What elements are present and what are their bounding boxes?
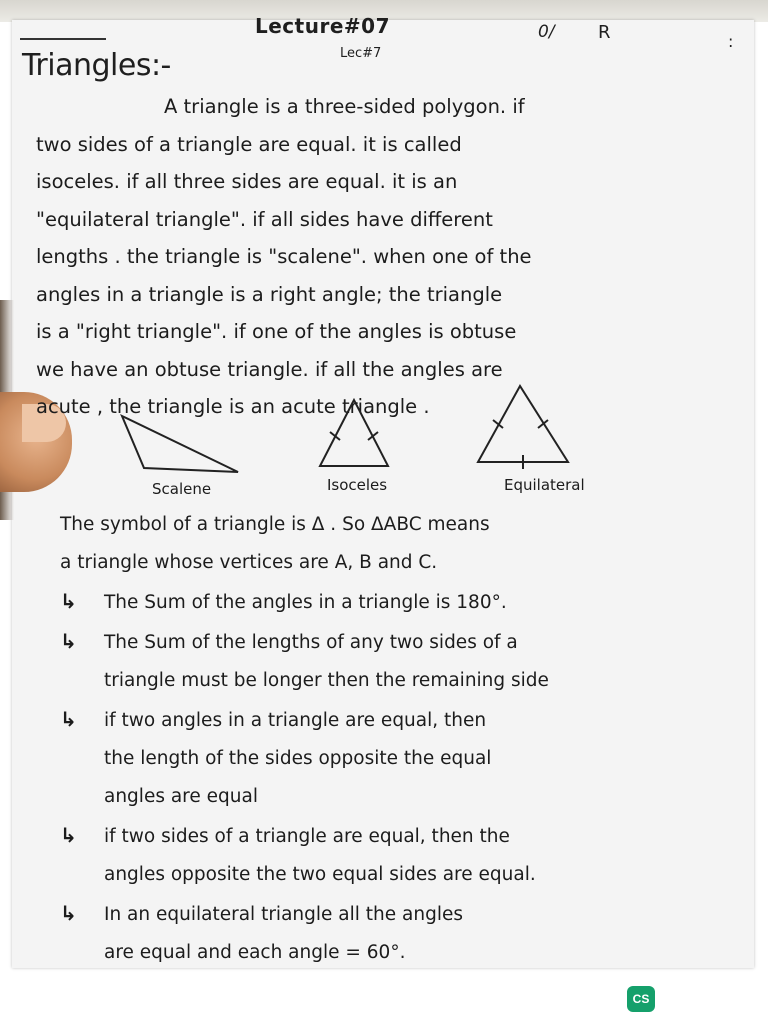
symbol-line: The symbol of a triangle is Δ . So ΔABC means bbox=[60, 514, 490, 535]
scalene-label: Scalene bbox=[152, 480, 212, 498]
arrow-icon: ↳ bbox=[60, 589, 77, 613]
property-bullet: ↳ In an equilateral triangle all the angles bbox=[60, 894, 720, 934]
paragraph-line: "equilateral triangle". if all sides have different bbox=[36, 207, 493, 231]
camscanner-logo-icon: CS bbox=[627, 986, 655, 1012]
paragraph-line: isoceles. if all three sides are equal. it is an bbox=[36, 170, 458, 193]
arrow-icon: ↳ bbox=[60, 707, 77, 731]
equilateral-label: Equilateral bbox=[504, 476, 585, 494]
paragraph-line: acute , the triangle is an acute triangle . bbox=[36, 395, 430, 418]
paragraph-line: two sides of a triangle are equal. it is called bbox=[36, 132, 462, 156]
paragraph-line: is a "right triangle". if one of the angles is obtuse bbox=[36, 320, 517, 343]
property-bullet: ↳ if two angles in a triangle are equal, then bbox=[60, 700, 720, 740]
paragraph-line: lengths . the triangle is "scalene". when one of the bbox=[36, 245, 532, 268]
scalene-triangle bbox=[122, 416, 238, 472]
topic-title: Triangles:- bbox=[22, 48, 171, 83]
properties-section bbox=[60, 506, 720, 972]
arrow-icon: ↳ bbox=[60, 901, 77, 925]
margin-dots: : bbox=[728, 32, 734, 51]
property-continuation: angles are equal bbox=[104, 786, 258, 807]
property-continuation: the length of the sides opposite the equal bbox=[104, 748, 492, 769]
lecture-subnote: Lec#7 bbox=[340, 46, 382, 61]
property-continuation: are equal and each angle = 60°. bbox=[104, 942, 406, 963]
isosceles-label: Isoceles bbox=[327, 476, 388, 494]
property-bullet: ↳ if two sides of a triangle are equal, then the bbox=[60, 816, 720, 856]
paragraph-line: A triangle is a three-sided polygon. if bbox=[164, 95, 525, 118]
property-bullet: ↳ The Sum of the angles in a triangle is 180°. bbox=[60, 582, 720, 622]
arrow-icon: ↳ bbox=[60, 823, 77, 847]
equilateral-triangle bbox=[478, 386, 568, 462]
symbol-line: a triangle whose vertices are A, B and C. bbox=[60, 552, 438, 573]
paragraph-line: we have an obtuse triangle. if all the angles are bbox=[36, 357, 503, 381]
lecture-heading: Lecture#07 bbox=[255, 14, 390, 38]
property-continuation: angles opposite the two equal sides are equal. bbox=[104, 864, 536, 885]
property-continuation: triangle must be longer then the remaining side bbox=[104, 670, 549, 691]
margin-mark: R bbox=[598, 22, 611, 43]
arrow-icon: ↳ bbox=[60, 629, 77, 653]
margin-mark: 0/ bbox=[538, 22, 555, 42]
paragraph-line: angles in a triangle is a right angle; the triangle bbox=[36, 282, 503, 306]
property-bullet: ↳ The Sum of the lengths of any two sides of a bbox=[60, 622, 720, 662]
